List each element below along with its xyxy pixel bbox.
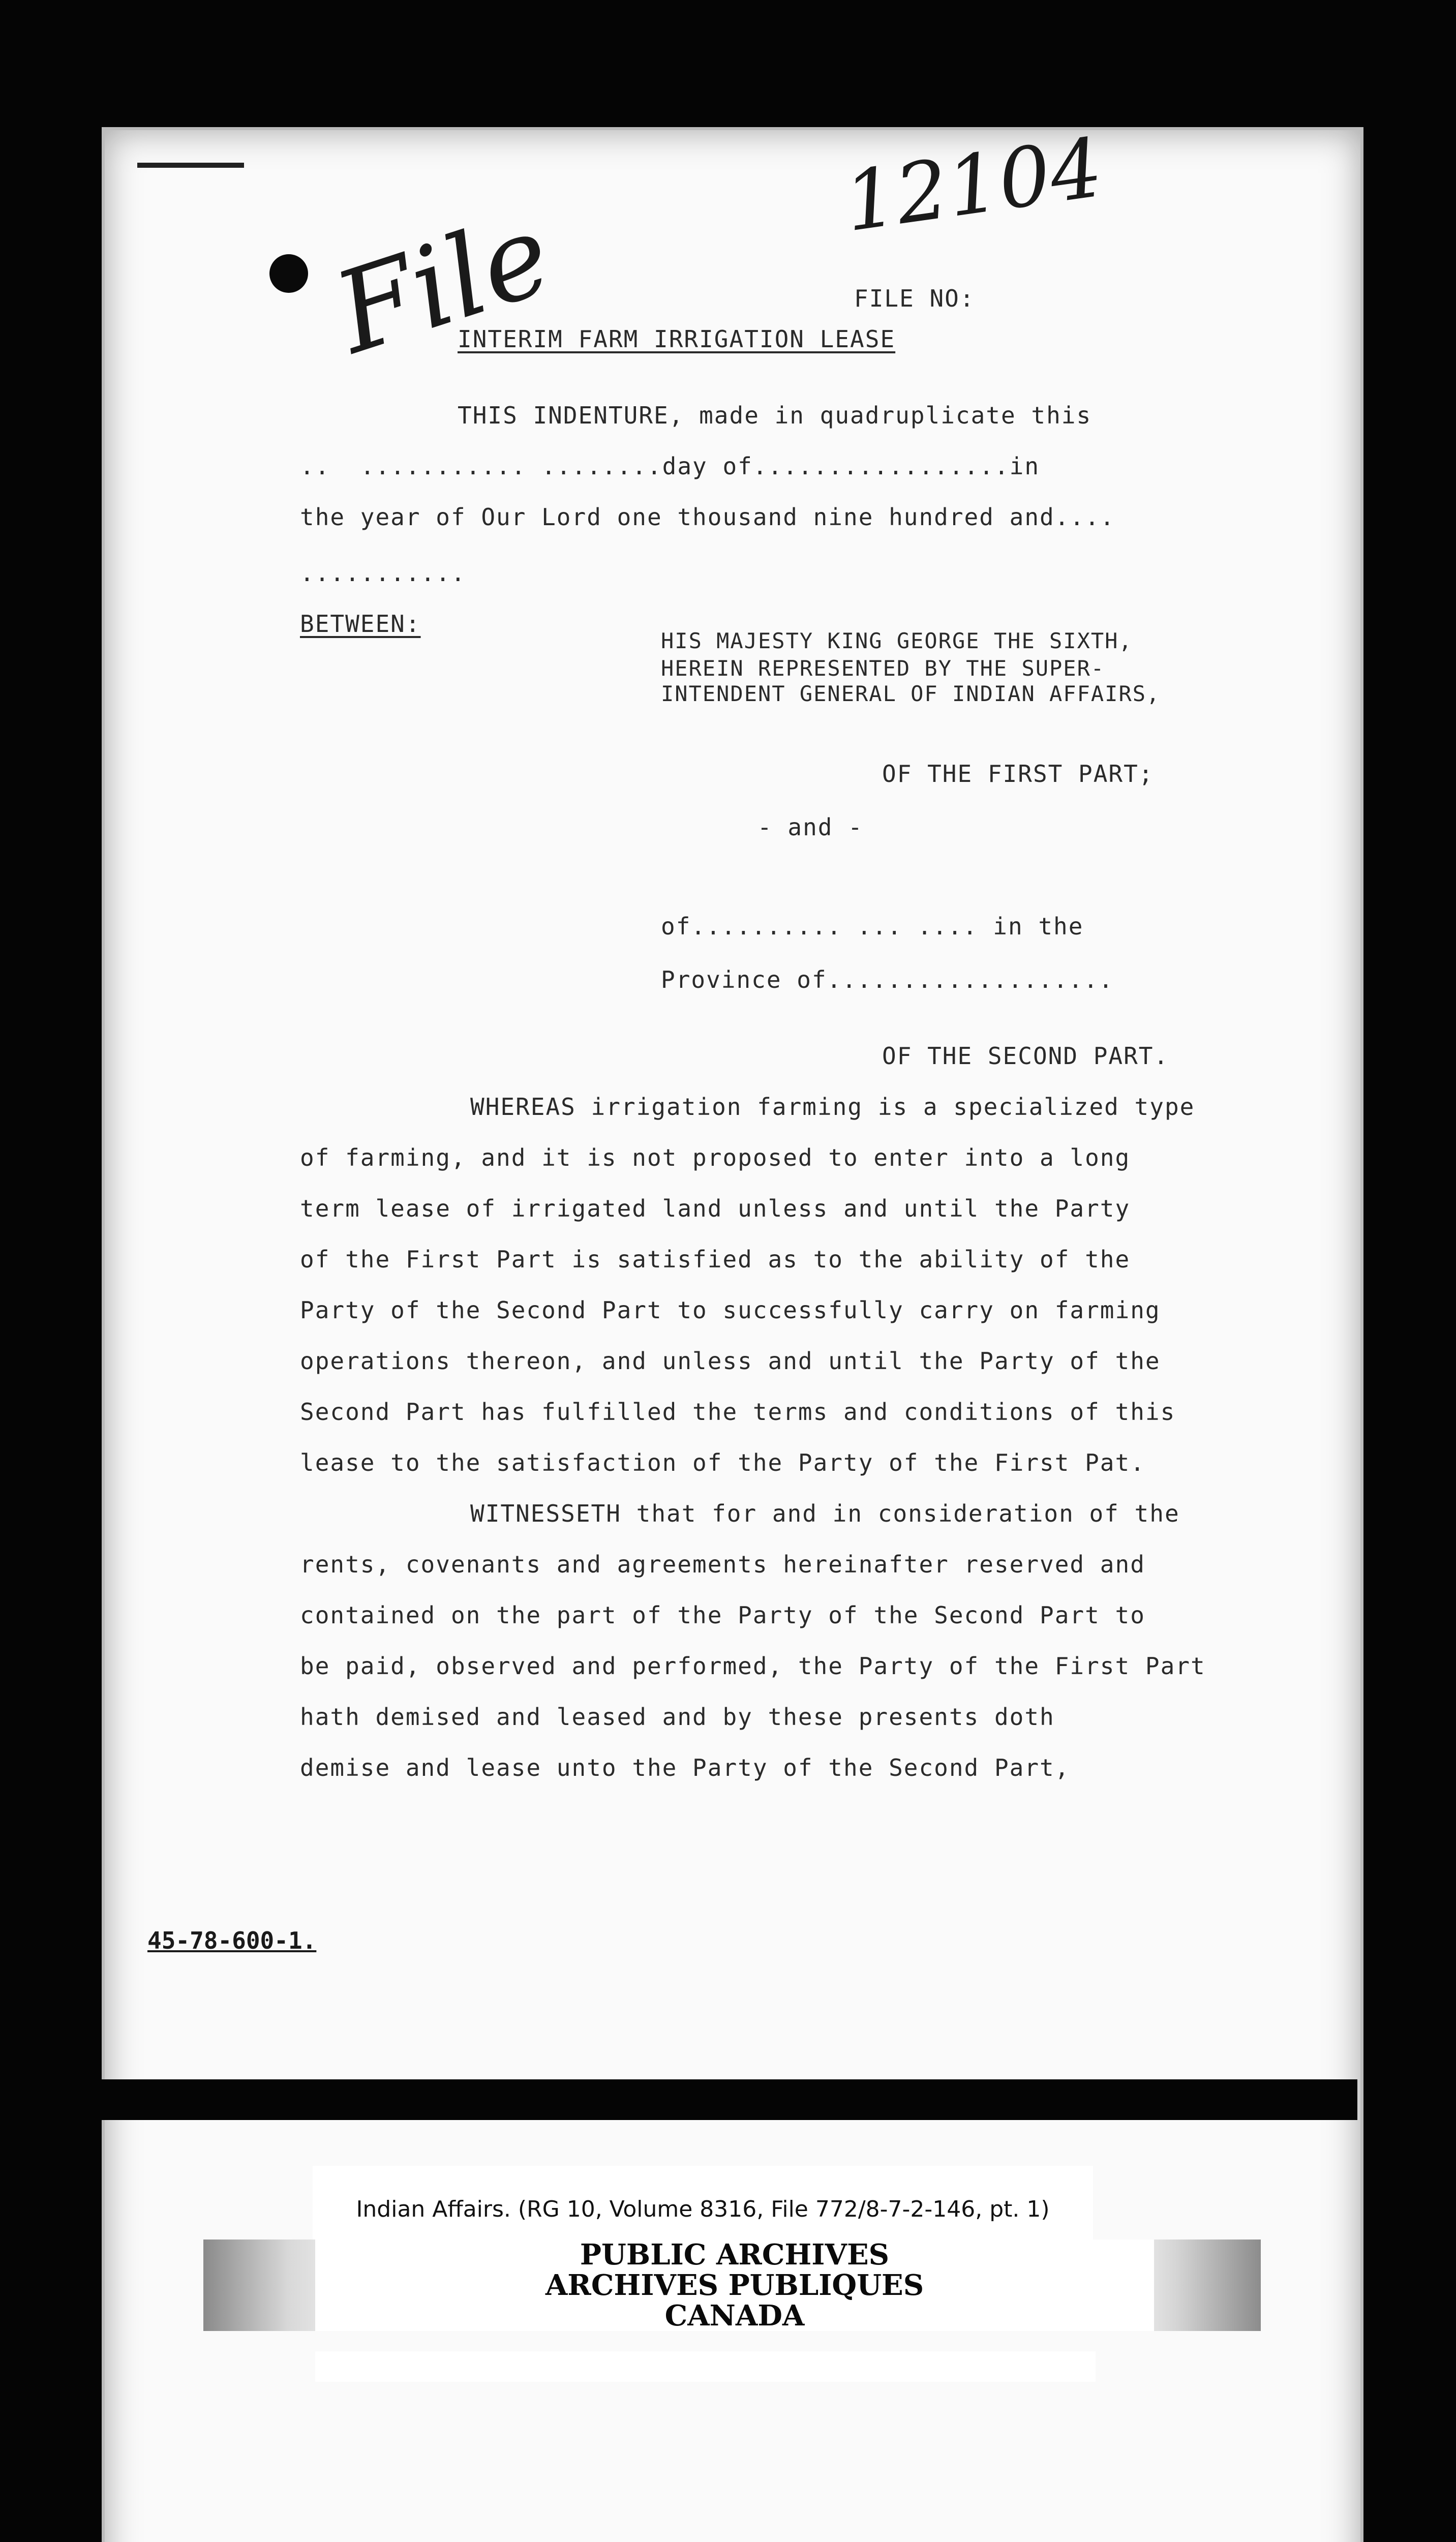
archive-stamp-line: PUBLIC ARCHIVES xyxy=(580,2238,890,2272)
first-party-line: HIS MAJESTY KING GEORGE THE SIXTH, xyxy=(661,628,1133,653)
archive-stamp-line: ARCHIVES PUBLIQUES xyxy=(545,2268,924,2302)
whereas-line: of the First Part is satisfied as to the ability of the xyxy=(300,1246,1131,1273)
archive-citation-text: Indian Affairs. (RG 10, Volume 8316, File 772/8-7-2-146, pt. 1) xyxy=(356,2196,1050,2222)
witnesseth-line: WITNESSETH that for and in consideration of the xyxy=(470,1500,1180,1527)
document-title: INTERIM FARM IRRIGATION LEASE xyxy=(458,325,896,353)
between-heading: BETWEEN: xyxy=(300,610,421,638)
first-party-line: INTENDENT GENERAL OF INDIAN AFFAIRS, xyxy=(661,681,1161,706)
first-party-line: HEREIN REPRESENTED BY THE SUPER- xyxy=(661,656,1105,681)
whereas-line: of farming, and it is not proposed to enter into a long xyxy=(300,1144,1131,1171)
province-line: Province of................... xyxy=(661,966,1114,993)
form-number: 45-78-600-1. xyxy=(147,1927,317,1954)
punch-hole xyxy=(269,254,308,293)
archive-label-strip xyxy=(315,2351,1096,2382)
second-party-name-line: of.......... ... .... in the xyxy=(661,913,1084,940)
witnesseth-line: contained on the part of the Party of the Second Part to xyxy=(300,1601,1145,1629)
witnesseth-line: rents, covenants and agreements hereinafter reserved and xyxy=(300,1551,1145,1578)
indenture-line: THIS INDENTURE, made in quadruplicate this xyxy=(458,402,1092,429)
page-edge-mark xyxy=(137,163,244,168)
witnesseth-line: demise and lease unto the Party of the Second Part, xyxy=(300,1754,1070,1781)
and-separator: - and - xyxy=(757,813,863,841)
whereas-line: WHEREAS irrigation farming is a specialized type xyxy=(470,1093,1195,1121)
file-number-label: FILE NO: xyxy=(854,285,975,312)
whereas-line: operations thereon, and unless and until the Party of the xyxy=(300,1347,1161,1375)
whereas-line: lease to the satisfaction of the Party of the First Pat. xyxy=(300,1449,1145,1476)
archive-stamp-line: CANADA xyxy=(664,2299,805,2333)
handwritten-number: 12104 xyxy=(838,119,1108,250)
handwritten-note: File xyxy=(320,188,566,379)
whereas-line: Second Part has fulfilled the terms and conditions of this xyxy=(300,1398,1176,1426)
witnesseth-line: be paid, observed and performed, the Party of the First Part xyxy=(300,1652,1206,1680)
indenture-line: .. ........... ........day of.................in xyxy=(300,452,1040,480)
witnesseth-line: hath demised and leased and by these presents doth xyxy=(300,1703,1055,1731)
first-part-label: OF THE FIRST PART; xyxy=(882,760,1154,788)
film-border xyxy=(102,2079,1357,2120)
archive-stamp xyxy=(315,2240,1154,2331)
whereas-line: Party of the Second Part to successfully carry on farming xyxy=(300,1296,1161,1324)
indenture-line: the year of Our Lord one thousand nine hundred and.... xyxy=(300,503,1115,531)
second-part-label: OF THE SECOND PART. xyxy=(882,1042,1169,1070)
indenture-line: ........... xyxy=(300,559,466,587)
whereas-line: term lease of irrigated land unless and until the Party xyxy=(300,1195,1131,1222)
